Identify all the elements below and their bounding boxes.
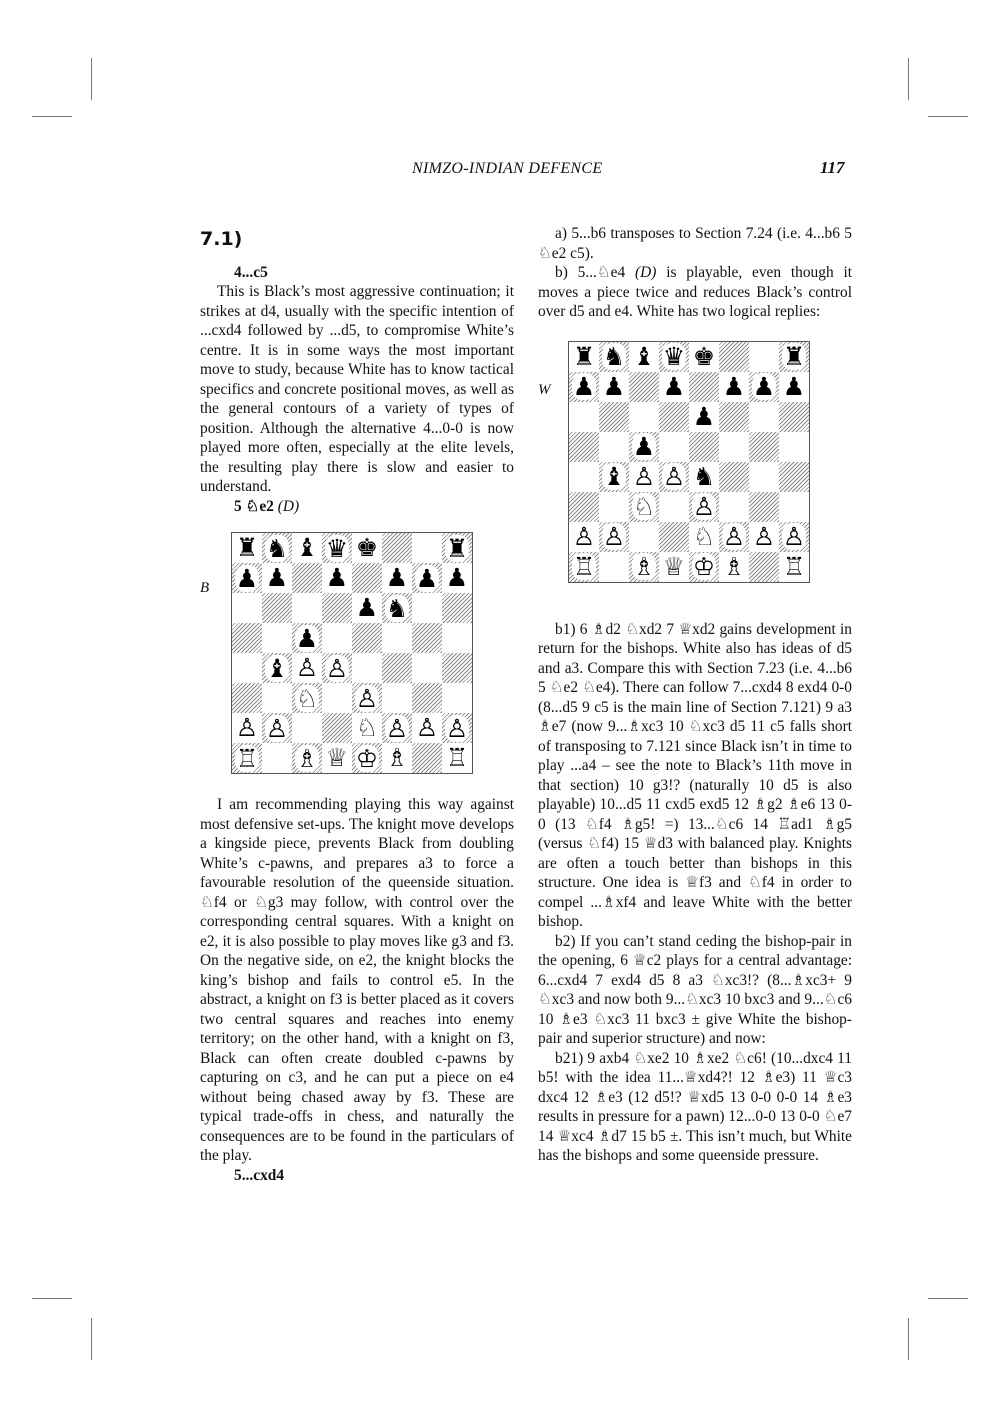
white-knight-icon: ♘ xyxy=(692,521,716,551)
square-b3 xyxy=(262,683,292,713)
square-a6 xyxy=(232,593,262,623)
black-knight-icon: ♞ xyxy=(602,342,626,371)
square-d1 xyxy=(322,743,352,773)
black-bishop-icon: ♝ xyxy=(632,341,656,371)
square-c2 xyxy=(292,713,322,743)
square-a8 xyxy=(232,533,262,563)
square-b7 xyxy=(262,563,292,593)
square-a2 xyxy=(232,713,262,743)
square-c2 xyxy=(629,522,659,552)
square-g6 xyxy=(749,402,779,432)
crop-mark xyxy=(908,58,909,100)
square-f3 xyxy=(719,492,749,522)
diagram-marker: (D) xyxy=(277,497,300,515)
square-d7 xyxy=(659,372,689,402)
square-e2 xyxy=(352,713,382,743)
square-g8 xyxy=(749,342,779,372)
square-a3 xyxy=(569,492,599,522)
move-text: 5...cxd4 xyxy=(234,1166,285,1184)
white-queen-icon: ♕ xyxy=(662,551,686,581)
black-king-icon: ♚ xyxy=(692,341,716,371)
paragraph-b-suffix: is playable, even though it moves a piece twice and reduces Black’s control over d5 and e4. White has two logical replies: xyxy=(538,264,852,320)
square-c8 xyxy=(629,342,659,372)
diagram-marker: (D) xyxy=(635,264,657,281)
square-c7 xyxy=(292,563,322,593)
crop-mark xyxy=(91,1318,92,1360)
square-h6 xyxy=(779,402,809,432)
square-d1 xyxy=(659,552,689,582)
crop-mark xyxy=(32,1298,72,1299)
white-pawn-icon: ♙ xyxy=(572,521,596,551)
move-text: 5 ♘e2 xyxy=(234,497,274,515)
square-g5 xyxy=(749,432,779,462)
side-to-move-label: B xyxy=(200,580,210,596)
black-pawn-icon: ♟ xyxy=(572,372,596,401)
running-header-title: NIMZO-INDIAN DEFENCE xyxy=(412,160,603,177)
square-g8 xyxy=(412,533,442,563)
square-b1 xyxy=(262,743,292,773)
square-d6 xyxy=(322,593,352,623)
black-king-icon: ♚ xyxy=(355,533,379,562)
crop-mark xyxy=(908,1318,909,1360)
white-pawn-icon: ♙ xyxy=(325,653,349,683)
square-f5 xyxy=(719,432,749,462)
black-bishop-icon: ♝ xyxy=(602,462,626,491)
square-e8 xyxy=(352,533,382,563)
square-a5 xyxy=(569,432,599,462)
white-pawn-icon: ♙ xyxy=(355,683,379,713)
black-pawn-icon: ♟ xyxy=(295,623,319,653)
white-rook-icon: ♖ xyxy=(782,551,806,581)
black-knight-icon: ♞ xyxy=(385,593,409,623)
black-pawn-icon: ♟ xyxy=(782,371,806,401)
page-number: 117 xyxy=(820,158,845,177)
white-pawn-icon: ♙ xyxy=(782,522,806,551)
square-f1 xyxy=(719,552,749,582)
white-queen-icon: ♕ xyxy=(325,743,349,772)
square-c4 xyxy=(292,653,322,683)
white-pawn-icon: ♙ xyxy=(295,653,319,682)
square-b1 xyxy=(599,552,629,582)
black-pawn-icon: ♟ xyxy=(235,563,259,593)
square-f8 xyxy=(382,533,412,563)
square-a8 xyxy=(569,342,599,372)
square-g7 xyxy=(412,563,442,593)
square-f6 xyxy=(382,593,412,623)
black-knight-icon: ♞ xyxy=(692,461,716,491)
square-c3 xyxy=(629,492,659,522)
square-a4 xyxy=(232,653,262,683)
square-b6 xyxy=(262,593,292,623)
square-e4 xyxy=(352,653,382,683)
square-h6 xyxy=(442,593,472,623)
square-e3 xyxy=(689,492,719,522)
square-b5 xyxy=(262,623,292,653)
square-d2 xyxy=(659,522,689,552)
square-e7 xyxy=(352,563,382,593)
square-a5 xyxy=(232,623,262,653)
square-c5 xyxy=(629,432,659,462)
white-rook-icon: ♖ xyxy=(445,743,469,772)
square-b8 xyxy=(599,342,629,372)
crop-mark xyxy=(91,58,92,100)
square-g3 xyxy=(749,492,779,522)
black-queen-icon: ♛ xyxy=(325,533,349,563)
square-a1 xyxy=(569,552,599,582)
square-d3 xyxy=(659,492,689,522)
square-e5 xyxy=(352,623,382,653)
white-pawn-icon: ♙ xyxy=(445,713,469,743)
crop-mark xyxy=(928,1298,968,1299)
square-a7 xyxy=(569,372,599,402)
square-h7 xyxy=(442,563,472,593)
square-e6 xyxy=(689,402,719,432)
square-f4 xyxy=(719,462,749,492)
black-pawn-icon: ♟ xyxy=(355,593,379,622)
white-pawn-icon: ♙ xyxy=(602,522,626,551)
square-g4 xyxy=(749,462,779,492)
move-5-cxd4 xyxy=(200,1166,514,1186)
square-g2 xyxy=(412,713,442,743)
black-rook-icon: ♜ xyxy=(782,342,806,371)
square-e1 xyxy=(689,552,719,582)
square-f2 xyxy=(719,522,749,552)
square-f6 xyxy=(719,402,749,432)
square-h4 xyxy=(442,653,472,683)
white-king-icon: ♔ xyxy=(692,552,716,581)
square-c5 xyxy=(292,623,322,653)
square-c1 xyxy=(629,552,659,582)
square-c1 xyxy=(292,743,322,773)
square-c3 xyxy=(292,683,322,713)
square-b4 xyxy=(599,462,629,492)
white-pawn-icon: ♙ xyxy=(235,713,259,742)
paragraph-b2: b2) If you can’t stand ceding the bishop-pair in the opening, 6 ♕c2 plays for a central advantage: 6...cxd4 7 exd4 d5 8 a3 ♘xc3!? (8...♗xc3+ 9 ♘xc3 and now both 9...♘xc3 10 bxc3 and 9...♘c6 10 ♗e3 ♘xc3 11 bxc3 ± give White the bishop-pair and superior structure) and now: xyxy=(538,932,852,1047)
black-queen-icon: ♛ xyxy=(662,342,686,371)
square-b5 xyxy=(599,432,629,462)
paragraph-b xyxy=(538,263,852,322)
square-h1 xyxy=(779,552,809,582)
square-f1 xyxy=(382,743,412,773)
square-a1 xyxy=(232,743,262,773)
square-e3 xyxy=(352,683,382,713)
square-h3 xyxy=(779,492,809,522)
white-pawn-icon: ♙ xyxy=(662,462,686,491)
black-pawn-icon: ♟ xyxy=(415,563,439,593)
square-e5 xyxy=(689,432,719,462)
square-b8 xyxy=(262,533,292,563)
black-bishop-icon: ♝ xyxy=(295,533,319,562)
square-a4 xyxy=(569,462,599,492)
square-e7 xyxy=(689,372,719,402)
square-d6 xyxy=(659,402,689,432)
square-e4 xyxy=(689,462,719,492)
white-bishop-icon: ♗ xyxy=(385,743,409,772)
square-d4 xyxy=(659,462,689,492)
square-f3 xyxy=(382,683,412,713)
white-knight-icon: ♘ xyxy=(632,492,656,521)
square-g1 xyxy=(749,552,779,582)
white-knight-icon: ♘ xyxy=(355,713,379,742)
white-king-icon: ♔ xyxy=(355,743,379,773)
white-bishop-icon: ♗ xyxy=(632,552,656,581)
black-pawn-icon: ♟ xyxy=(692,401,716,431)
square-c6 xyxy=(629,402,659,432)
square-g3 xyxy=(412,683,442,713)
square-g7 xyxy=(749,372,779,402)
square-h2 xyxy=(442,713,472,743)
square-g5 xyxy=(412,623,442,653)
crop-mark xyxy=(928,116,968,117)
square-h2 xyxy=(779,522,809,552)
black-pawn-icon: ♟ xyxy=(325,563,349,592)
square-c4 xyxy=(629,462,659,492)
paragraph-recommendation: I am recommending playing this way against most defensive set-ups. The knight move develops a kingside piece, prevents Black from doubling White’s c-pawns, and prepares a3 to force a favourable resolution of the queenside situation. ♘f4 or ♘g3 may follow, with control over the corresponding central squares. With a knight on e2, it is also possible to play moves like g3 and f3. On the negative side, on e2, the knight blocks the king’s bishop and fails to control e5. In the abstract, a knight on f3 is better placed as it covers two central squares and reaches into enemy territory; on the other hand, with a knight on f3, Black can often create doubled c-pawns by capturing on c3, and he can put a piece on e4 without being chased away by f3. These are typical trade-offs in chess, and naturally the consequences are to be found in the particulars of the play. xyxy=(200,796,514,1164)
square-h5 xyxy=(779,432,809,462)
white-bishop-icon: ♗ xyxy=(295,743,319,773)
square-a6 xyxy=(569,402,599,432)
square-h4 xyxy=(779,462,809,492)
square-b6 xyxy=(599,402,629,432)
square-h1 xyxy=(442,743,472,773)
white-pawn-icon: ♙ xyxy=(722,522,746,551)
square-f5 xyxy=(382,623,412,653)
white-pawn-icon: ♙ xyxy=(632,461,656,491)
chess-board xyxy=(568,341,810,583)
black-rook-icon: ♜ xyxy=(445,533,469,563)
black-pawn-icon: ♟ xyxy=(385,563,409,592)
white-knight-icon: ♘ xyxy=(295,683,319,713)
black-pawn-icon: ♟ xyxy=(265,563,289,592)
square-d5 xyxy=(659,432,689,462)
square-b4 xyxy=(262,653,292,683)
side-to-move-label: W xyxy=(538,381,551,398)
square-c6 xyxy=(292,593,322,623)
square-g1 xyxy=(412,743,442,773)
square-d2 xyxy=(322,713,352,743)
white-pawn-icon: ♙ xyxy=(692,492,716,521)
square-g4 xyxy=(412,653,442,683)
white-bishop-icon: ♗ xyxy=(722,551,746,581)
square-f2 xyxy=(382,713,412,743)
square-e1 xyxy=(352,743,382,773)
section-heading: 7.1) xyxy=(200,228,243,250)
square-b2 xyxy=(599,522,629,552)
square-h5 xyxy=(442,623,472,653)
black-pawn-icon: ♟ xyxy=(445,563,469,592)
black-knight-icon: ♞ xyxy=(265,533,289,563)
square-d3 xyxy=(322,683,352,713)
square-b3 xyxy=(599,492,629,522)
square-d7 xyxy=(322,563,352,593)
square-c8 xyxy=(292,533,322,563)
square-f8 xyxy=(719,342,749,372)
square-g6 xyxy=(412,593,442,623)
crop-mark xyxy=(32,116,72,117)
square-c7 xyxy=(629,372,659,402)
diagram-left xyxy=(200,525,514,783)
white-rook-icon: ♖ xyxy=(235,743,259,773)
black-pawn-icon: ♟ xyxy=(722,371,746,401)
square-h8 xyxy=(442,533,472,563)
black-pawn-icon: ♟ xyxy=(752,372,776,401)
square-e6 xyxy=(352,593,382,623)
square-h7 xyxy=(779,372,809,402)
black-pawn-icon: ♟ xyxy=(632,432,656,461)
square-d4 xyxy=(322,653,352,683)
white-pawn-icon: ♙ xyxy=(752,521,776,551)
move-text: 4...c5 xyxy=(234,263,268,281)
move-5-ne2 xyxy=(200,497,514,517)
square-d8 xyxy=(659,342,689,372)
black-bishop-icon: ♝ xyxy=(265,653,289,683)
square-a3 xyxy=(232,683,262,713)
paragraph-intro: This is Black’s most aggressive continuation; it strikes at d4, usually with the specific intention of ...cxd4 followed by ...d5, to compromise White’s centre. It is in some ways the most important move to study, because White has to know tactical specifics and concrete positional moves, as well as the general contours of a variety of types of position. Although the alternative 4...0-0 is now played more often, especially at the elite levels, the resulting play there is slow and easier to understand. xyxy=(200,283,514,495)
square-b2 xyxy=(262,713,292,743)
black-pawn-icon: ♟ xyxy=(662,371,686,401)
white-pawn-icon: ♙ xyxy=(415,713,439,742)
black-rook-icon: ♜ xyxy=(235,533,259,562)
square-g2 xyxy=(749,522,779,552)
square-a7 xyxy=(232,563,262,593)
square-h3 xyxy=(442,683,472,713)
chess-board xyxy=(231,532,473,774)
diagram-right xyxy=(538,341,852,599)
left-column xyxy=(200,226,514,1185)
square-d8 xyxy=(322,533,352,563)
square-f7 xyxy=(719,372,749,402)
paragraph-b1: b1) 6 ♗d2 ♘xd2 7 ♕xd2 gains development in return for the bishops. White also has ideas of d5 and a3. Compare this with Section 7.23 (i.e. 4...b6 5 ♘e2 ♘e4). There can follow 7...cxd4 8 exd4 0-0 (8...d5 9 c5 is the main line of Section 7.121) 9 a3 ♗e7 (now 9...♗xc3 10 ♘xc3 d5 11 c5 falls short of transposing to 7.121 since Black isn’t in time to play ...a4 – see the note to Black’s 11th move in that section) 10 g3!? (naturally 10 d5 is also playable) 10...d5 11 cxd5 exd5 12 ♗g2 ♗e6 13 0-0 (13 ♘f4 ♗g5! =) 13...♘c6 14 ♖ad1 ♗g5 (versus ♘f4) 15 ♕d3 with balanced play. Knights are often a touch better than bishops in this structure. One idea is ♕f3 and ♘f4 in order to compel ...♗xf4 and leave White with the better bishop. xyxy=(538,620,852,930)
square-b7 xyxy=(599,372,629,402)
white-rook-icon: ♖ xyxy=(572,552,596,581)
paragraph-b21: b21) 9 axb4 ♘xe2 10 ♗xe2 ♘c6! (10...dxc4 11 b5! with the idea 11...♕xd4?! 12 ♗e3) 11 ♕c3 dxc4 12 ♗e3 (12 d5!? ♕xd5 13 0-0 0-0 14 ♗e3 results in pressure for a pawn) 12...0-0 13 0-0 ♘e7 14 ♕xc4 ♗d7 15 b5 ±. This isn’t much, but White has the bishops and some queenside pressure. xyxy=(538,1049,852,1164)
move-4-c5 xyxy=(200,263,514,283)
square-f7 xyxy=(382,563,412,593)
black-pawn-icon: ♟ xyxy=(602,371,626,401)
square-d5 xyxy=(322,623,352,653)
square-f4 xyxy=(382,653,412,683)
right-column xyxy=(538,224,852,1166)
paragraph-a: a) 5...b6 transposes to Section 7.24 (i.e. 4...b6 5 ♘e2 c5). xyxy=(538,225,852,262)
square-a2 xyxy=(569,522,599,552)
black-rook-icon: ♜ xyxy=(572,341,596,371)
square-h8 xyxy=(779,342,809,372)
square-e8 xyxy=(689,342,719,372)
white-pawn-icon: ♙ xyxy=(385,713,409,743)
paragraph-b-prefix: b) 5...♘e4 xyxy=(555,264,626,281)
white-pawn-icon: ♙ xyxy=(265,713,289,743)
square-e2 xyxy=(689,522,719,552)
